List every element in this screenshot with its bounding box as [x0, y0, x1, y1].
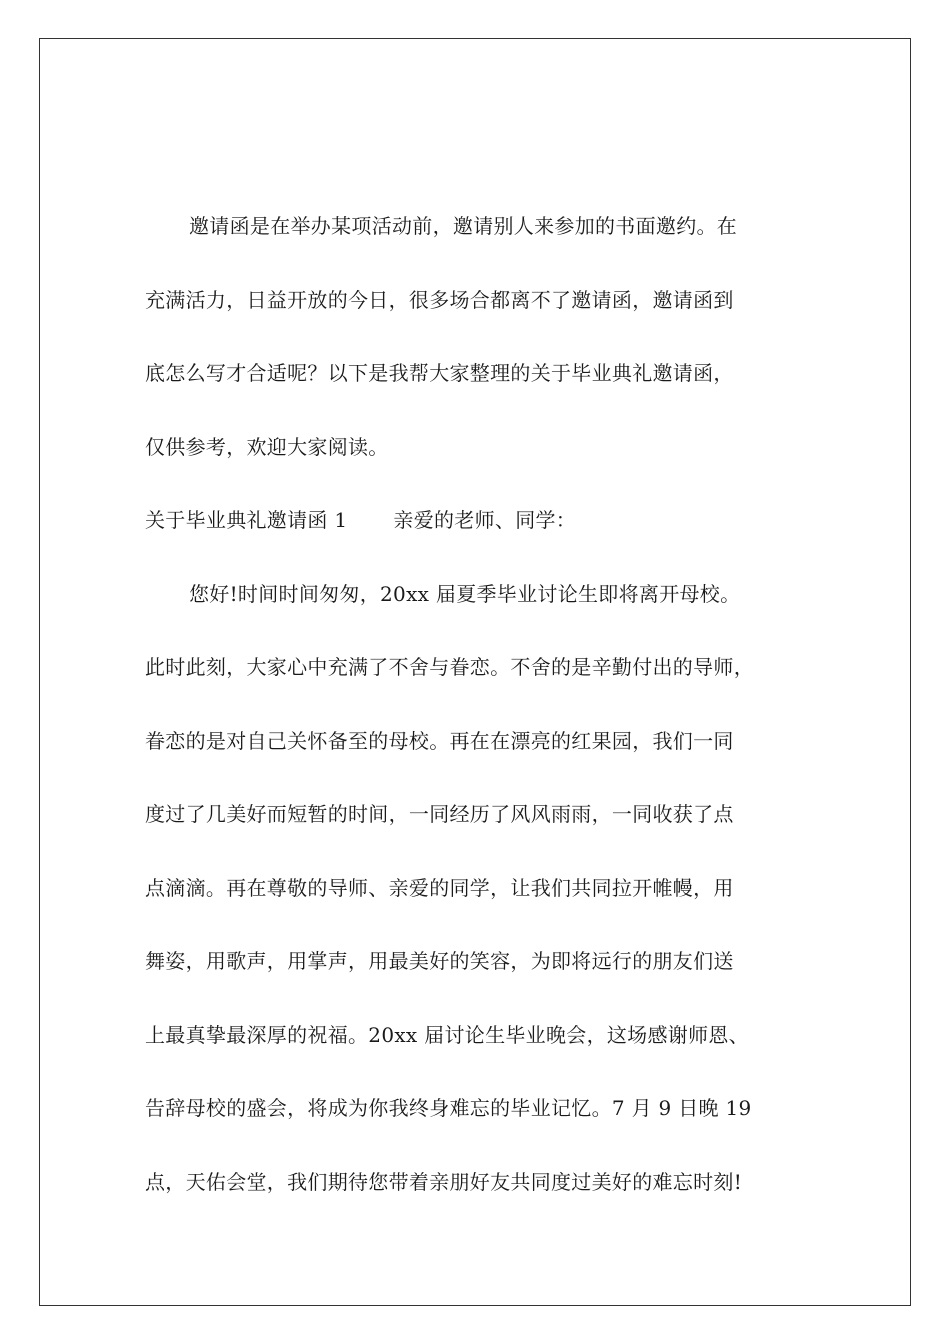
body-line-5: 点滴滴。再在尊敬的导师、亲爱的同学，让我们共同拉开帷幔，用 [145, 875, 734, 900]
intro-line-3: 底怎么写才合适呢？以下是我帮大家整理的关于毕业典礼邀请函， [145, 361, 734, 385]
intro-line-2: 充满活力，日益开放的今日，很多场合都离不了邀请函，邀请函到 [145, 287, 734, 312]
section-title: 关于毕业典礼邀请函 1 [145, 508, 348, 532]
section-heading [145, 502, 815, 576]
body-line-3: 眷恋的是对自己关怀备至的母校。再在在漂亮的红果园，我们一同 [145, 728, 734, 753]
intro-line-4: 仅供参考，欢迎大家阅读。 [145, 434, 389, 459]
body-line-7: 上最真挚最深厚的祝福。20xx 届讨论生毕业晚会，这场感谢师恩、 [145, 1022, 749, 1047]
intro-line-1: 邀请函是在举办某项活动前，邀请别人来参加的书面邀约。在 [189, 214, 738, 238]
document-body [145, 208, 815, 1237]
body-line-6: 舞姿，用歌声，用掌声，用最美好的笑容，为即将远行的朋友们送 [145, 949, 734, 973]
body-line-2: 此时此刻，大家心中充满了不舍与眷恋。不舍的是辛勤付出的导师， [145, 655, 754, 679]
body-line-8: 告辞母校的盛会，将成为你我终身难忘的毕业记忆。7 月 9 日晚 19 [145, 1096, 752, 1120]
body-line-9: 点，天佑会堂，我们期待您带着亲朋好友共同度过美好的难忘时刻! [145, 1169, 743, 1194]
body-line-4: 度过了几美好而短暂的时间，一同经历了风风雨雨，一同收获了点 [145, 802, 734, 826]
body-line-1: 您好!时间时间匆匆，20xx 届夏季毕业讨论生即将离开母校。 [189, 581, 741, 606]
salutation: 亲爱的老师、同学： [393, 508, 577, 532]
